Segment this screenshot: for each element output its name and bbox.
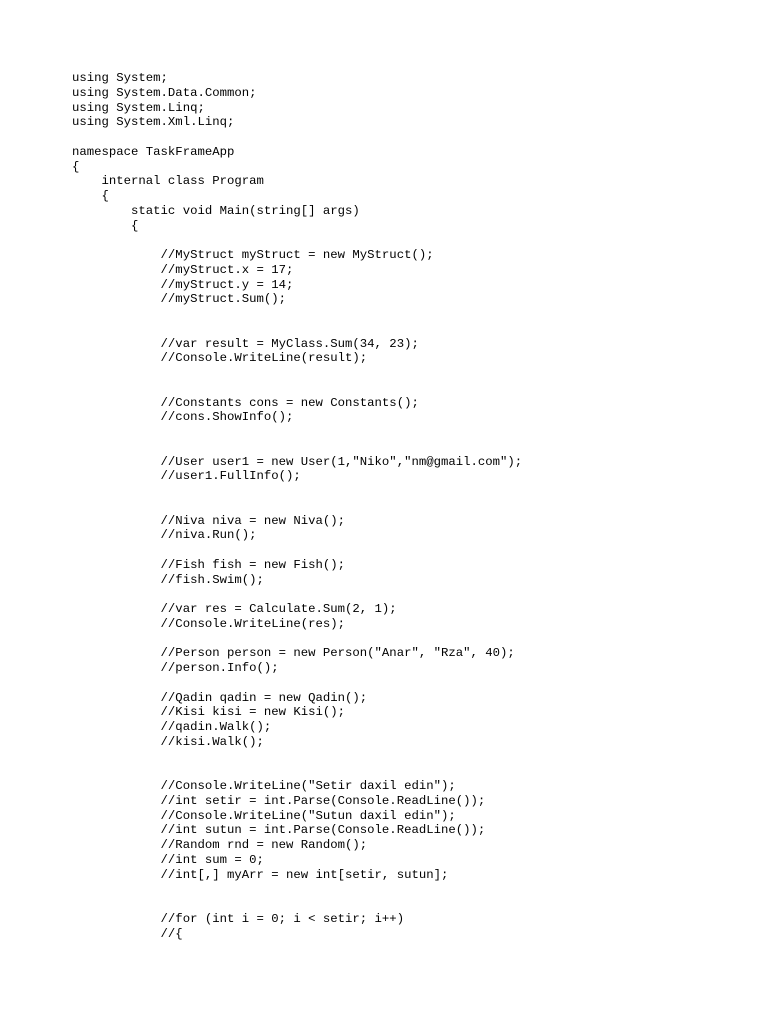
code-line: [72, 233, 522, 248]
code-line: //Console.WriteLine("Setir daxil edin");: [72, 779, 456, 793]
code-line: //Niva niva = new Niva();: [72, 513, 346, 528]
code-line: [72, 676, 522, 691]
code-line: namespace TaskFrameApp: [72, 144, 235, 159]
code-line: //person.Info();: [72, 661, 279, 675]
code-line: [72, 543, 522, 558]
code-line: //int setir = int.Parse(Console.ReadLine());: [72, 793, 486, 808]
code-line: //user1.FullInfo();: [72, 469, 301, 484]
code-line: //myStruct.y = 14;: [72, 277, 294, 292]
code-line: //int sutun = int.Parse(Console.ReadLine());: [72, 823, 486, 838]
code-line: using System.Linq;: [72, 100, 205, 115]
code-line: //Console.WriteLine("Sutun daxil edin");: [72, 808, 456, 823]
code-line: //for (int i = 0; i < setir; i++): [72, 911, 405, 926]
code-line: //qadin.Walk();: [72, 720, 272, 734]
code-line: [72, 499, 522, 514]
code-line: //kisi.Walk();: [72, 734, 264, 749]
code-line: //myStruct.Sum();: [72, 292, 287, 307]
code-line: //Random rnd = new Random();: [72, 838, 368, 852]
code-line: [72, 897, 522, 912]
code-line: [72, 381, 522, 396]
code-line: [72, 322, 522, 337]
code-line: //var result = MyClass.Sum(34, 23);: [72, 336, 419, 351]
code-line: //myStruct.x = 17;: [72, 262, 294, 277]
code-line: //cons.ShowInfo();: [72, 410, 294, 425]
code-line: //Console.WriteLine(result);: [72, 351, 368, 366]
code-line: [72, 440, 522, 455]
code-line: [72, 130, 522, 145]
code-line: //MyStruct myStruct = new MyStruct();: [72, 248, 434, 262]
code-line: [72, 307, 522, 322]
code-line: //int sum = 0;: [72, 852, 264, 867]
code-line: //int[,] myArr = new int[setir, sutun];: [72, 867, 449, 882]
code-line: [72, 764, 522, 779]
code-line: using System.Xml.Linq;: [72, 115, 235, 130]
code-line: //Console.WriteLine(res);: [72, 616, 346, 631]
code-line: internal class Program: [72, 174, 264, 189]
code-line: //niva.Run();: [72, 528, 257, 543]
code-line: //Fish fish = new Fish();: [72, 557, 346, 572]
code-line: static void Main(string[] args): [72, 203, 360, 218]
code-line: using System;: [72, 71, 168, 85]
code-line: [72, 882, 522, 897]
code-line: {: [72, 218, 139, 233]
code-line: //var res = Calculate.Sum(2, 1);: [72, 602, 397, 616]
code-line: using System.Data.Common;: [72, 85, 257, 100]
code-line: [72, 750, 522, 765]
code-block: [72, 71, 522, 941]
code-line: //Qadin qadin = new Qadin();: [72, 690, 368, 705]
code-line: [72, 484, 522, 499]
code-line: {: [72, 159, 80, 174]
code-line: [72, 366, 522, 381]
code-line: {: [72, 189, 109, 203]
code-line: [72, 632, 522, 647]
code-line: [72, 425, 522, 440]
code-line: //fish.Swim();: [72, 572, 264, 587]
code-line: //Person person = new Person("Anar", "Rza", 40);: [72, 646, 515, 661]
code-line: //Kisi kisi = new Kisi();: [72, 705, 346, 720]
code-line: [72, 587, 522, 602]
code-line: //{: [72, 926, 183, 941]
code-line: //Constants cons = new Constants();: [72, 395, 419, 410]
code-line: //User user1 = new User(1,"Niko","nm@gmail.com");: [72, 454, 523, 469]
